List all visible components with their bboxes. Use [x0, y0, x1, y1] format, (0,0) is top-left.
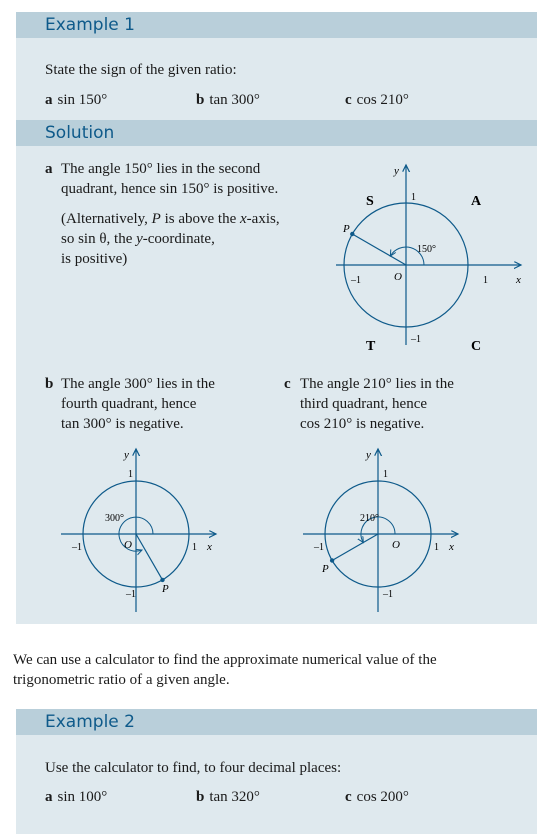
tick-y-pos: 1 [383, 469, 388, 480]
solution-a-line-2: quadrant, hence sin 150° is positive. [61, 181, 279, 197]
part-text: tan 320° [209, 789, 260, 805]
part-text: cos 210° [356, 92, 409, 108]
solution-a-alt-1: (Alternatively, P is above the x-axis, [61, 211, 280, 227]
origin-label: O [124, 539, 132, 551]
tick-x-pos: 1 [192, 542, 197, 553]
example-1-part-b [196, 90, 260, 110]
tick-y-neg: –1 [126, 589, 136, 600]
part-label: b [196, 92, 205, 108]
example-1-box [16, 12, 537, 624]
example-2-header-bar [16, 709, 537, 735]
origin-label: O [394, 271, 402, 283]
solution-header-bar [16, 120, 537, 146]
x-axis-label: x [207, 541, 212, 553]
solution-a-alt-2: so sin θ, the y-coordinate, [61, 231, 215, 247]
point-label: P [322, 563, 329, 575]
part-label: c [345, 92, 352, 108]
y-axis-label: y [124, 449, 129, 461]
solution-b-line-2: fourth quadrant, hence [61, 396, 197, 412]
origin-label: O [392, 539, 400, 551]
solution-c-line-2: third quadrant, hence [300, 396, 428, 412]
example-2-box [16, 709, 537, 834]
part-label: b [196, 789, 205, 805]
example-1-question: State the sign of the given ratio: [45, 62, 237, 78]
unit-circle-diagram-b [56, 444, 226, 614]
example-2-part-b [196, 787, 260, 807]
part-label: a [45, 789, 53, 805]
example-1-header: Example 1 [45, 15, 135, 35]
solution-b-line-3: tan 300° is negative. [61, 416, 184, 432]
tick-x-neg: –1 [351, 275, 361, 286]
quadrant-t-label: T [366, 339, 376, 350]
example-2-question: Use the calculator to find, to four decimal places: [45, 760, 342, 776]
solution-a-label: a [45, 161, 53, 177]
example-2-part-c [345, 787, 409, 807]
angle-label: 300° [105, 513, 124, 524]
unit-circle-diagram-c [298, 444, 468, 614]
example-2-part-a [45, 787, 107, 807]
quadrant-c-label: C [471, 339, 482, 350]
point-label: P [343, 223, 350, 235]
example-1-part-c [345, 90, 409, 110]
point-label: P [162, 583, 169, 595]
y-axis-label: y [394, 165, 399, 177]
tick-x-neg: –1 [314, 542, 324, 553]
tick-x-neg: –1 [72, 542, 82, 553]
tick-y-neg: –1 [411, 334, 421, 345]
part-label: a [45, 92, 53, 108]
angle-label: 150° [417, 244, 436, 255]
example-1-part-a [45, 90, 107, 110]
solution-b-label: b [45, 376, 54, 392]
part-label: c [345, 789, 352, 805]
tick-y-pos: 1 [411, 192, 416, 203]
solution-a-alt-3: is positive) [61, 251, 128, 267]
part-text: tan 300° [209, 92, 260, 108]
tick-x-pos: 1 [434, 542, 439, 553]
quadrant-a-label: A [471, 194, 482, 209]
quadrant-s-label: S [366, 194, 374, 209]
angle-label: 210° [360, 513, 379, 524]
example-2-header: Example 2 [45, 712, 135, 732]
solution-header: Solution [45, 123, 115, 143]
example-1-header-bar [16, 12, 537, 38]
tick-x-pos: 1 [483, 275, 488, 286]
y-axis-label: y [366, 449, 371, 461]
body-text-line-1: We can use a calculator to find the approximate numerical value of the [13, 652, 437, 668]
unit-circle-diagram-a [331, 160, 531, 350]
part-text: cos 200° [356, 789, 409, 805]
solution-c-label: c [284, 376, 291, 392]
tick-y-neg: –1 [383, 589, 393, 600]
x-axis-label: x [516, 274, 521, 286]
part-text: sin 150° [57, 92, 108, 108]
part-text: sin 100° [57, 789, 108, 805]
x-axis-label: x [449, 541, 454, 553]
tick-y-pos: 1 [128, 469, 133, 480]
solution-c-line-3: cos 210° is negative. [300, 416, 425, 432]
solution-a-line-1: The angle 150° lies in the second [61, 161, 261, 177]
solution-c-line-1: The angle 210° lies in the [300, 376, 454, 392]
body-text-line-2: trigonometric ratio of a given angle. [13, 672, 230, 688]
solution-b-line-1: The angle 300° lies in the [61, 376, 215, 392]
